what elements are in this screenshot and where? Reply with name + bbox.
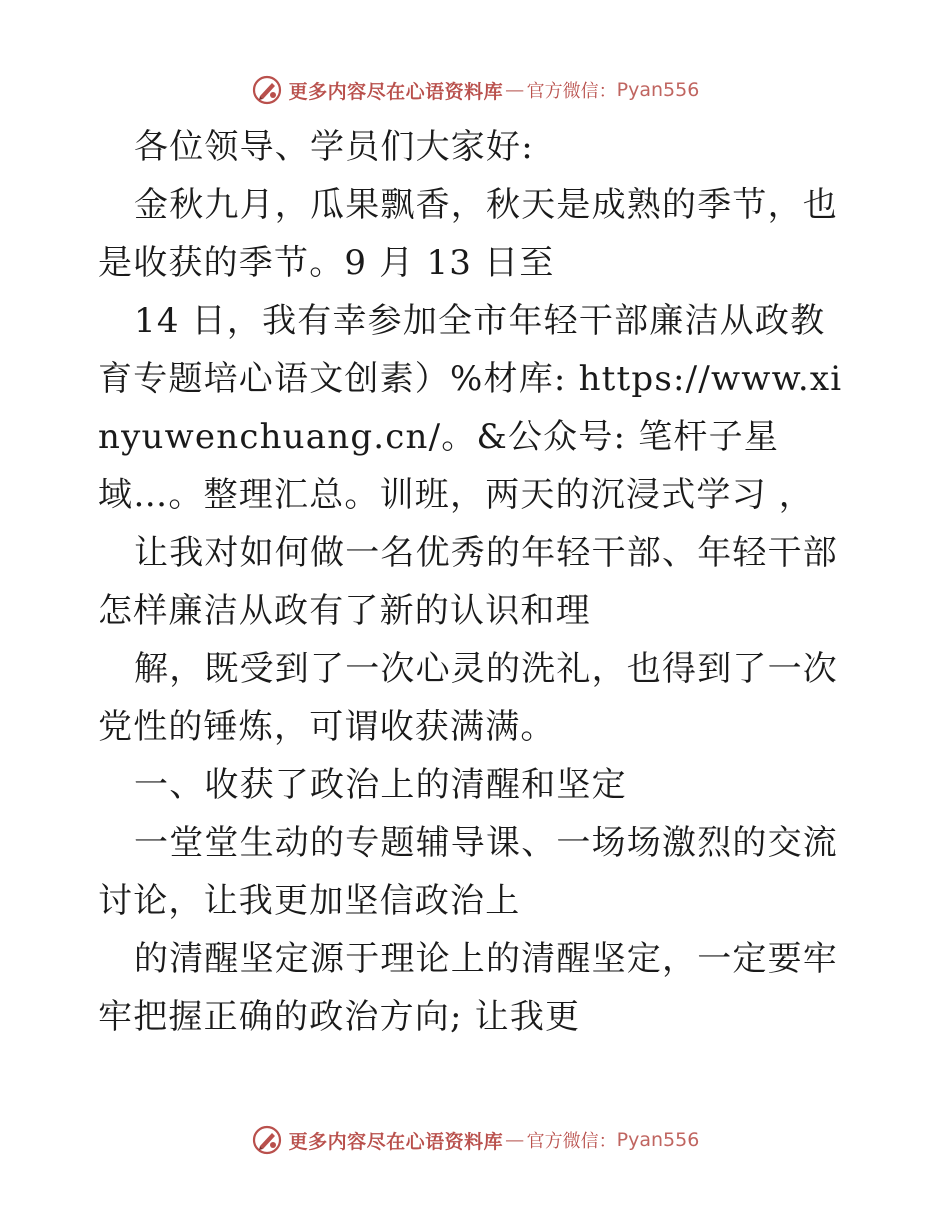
header-banner — [0, 70, 950, 110]
footer-separator: — — [505, 1129, 525, 1151]
body-paragraph: 金秋九月，瓜果飘香，秋天是成熟的季节，也是收获的季节。9 月 13 日至 — [98, 185, 838, 283]
body-paragraph: 一堂堂生动的专题辅导课、一场场激烈的交流讨论，让我更加坚信政治上 — [98, 823, 838, 921]
greeting-paragraph: 各位领导、学员们大家好: — [134, 127, 534, 167]
body-paragraph: 的清醒坚定源于理论上的清醒坚定，一定要牢牢把握正确的政治方向; 让我更 — [98, 939, 838, 1037]
footer-site-text: 更多内容尽在心语资料库 — [288, 1130, 504, 1153]
document-body — [98, 118, 858, 1046]
header-wechat-label: 官方微信： — [526, 81, 617, 102]
footer-wechat-label: 官方微信： — [526, 1131, 617, 1152]
pen-seal-logo-icon — [251, 1124, 283, 1156]
footer-wechat-id: Pyan556 — [616, 1129, 700, 1151]
header-site-text: 更多内容尽在心语资料库 — [288, 80, 504, 103]
section-heading: 一、收获了政治上的清醒和坚定 — [134, 765, 627, 805]
pen-seal-logo-icon — [251, 74, 283, 106]
body-paragraph: 14 日，我有幸参加全市年轻干部廉洁从政教育专题培心语文创素）%材库: https://www.xinyuwenchuang.cn/。&公众号: 笔杆子星域…。整理汇总。训班，两天的沉浸式学习 ， — [98, 301, 843, 515]
header-wechat-id: Pyan556 — [616, 79, 700, 101]
header-separator: — — [505, 79, 525, 101]
body-paragraph: 解，既受到了一次心灵的洗礼，也得到了一次党性的锤炼，可谓收获满满。 — [98, 649, 838, 747]
body-paragraph: 让我对如何做一名优秀的年轻干部、年轻干部怎样廉洁从政有了新的认识和理 — [98, 533, 838, 631]
footer-banner — [0, 1120, 950, 1160]
